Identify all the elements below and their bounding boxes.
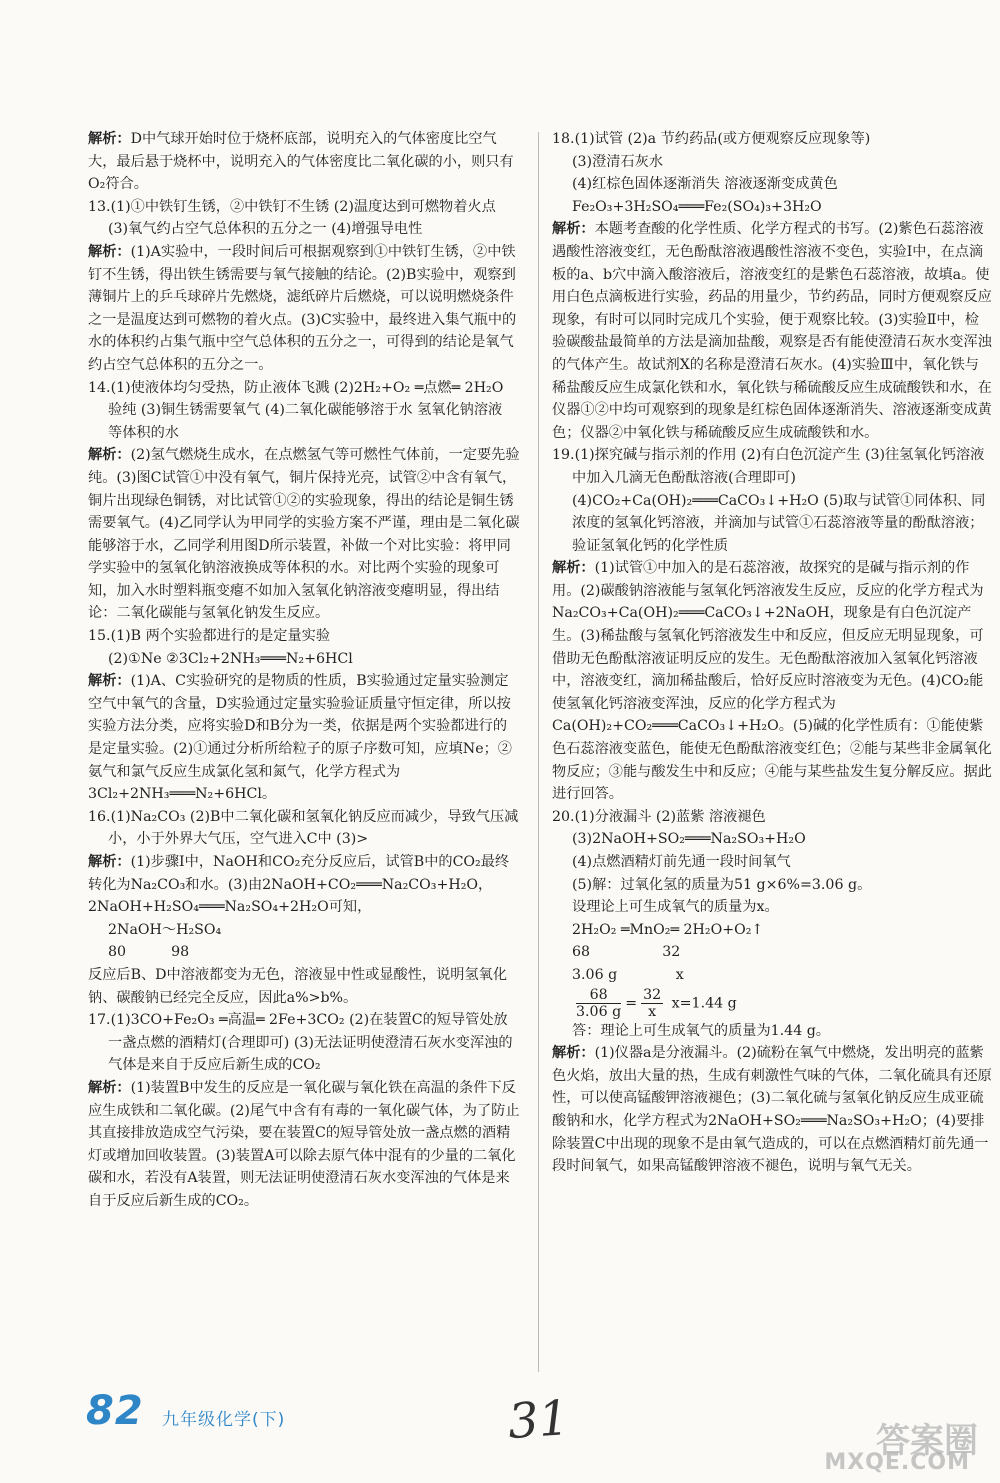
q20-proportion: $\frac{68}{3.06 g}$ = $\frac{32}{x}$ x=1.44 g xyxy=(576,986,737,1020)
q18-answer-1: 18.(1)试管 (2)a 节约药品(或方便观察反应现象等) xyxy=(552,131,871,147)
q20-value-row: 3.06 g x xyxy=(572,966,684,983)
page-number: 82 xyxy=(86,1388,144,1434)
q12-analysis: D中气球开始时位于烧杯底部，说明充入的气体密度比空气大，最后悬于烧杯中，说明充入的气体密度比二氧化碳的小，则只有O₂符合。 xyxy=(88,131,514,193)
fraction-right xyxy=(641,987,663,1020)
q16-ratio: 2NaOH～H₂SO₄ xyxy=(108,921,222,938)
q12-analysis-block xyxy=(88,128,520,196)
numerator: 32 xyxy=(643,986,662,1003)
q14-block xyxy=(88,377,520,626)
left-column xyxy=(88,128,520,1213)
right-column xyxy=(552,128,992,1178)
q17-answer: 17.(1)3CO+Fe₂O₃ ═高温═ 2Fe+3CO₂ (2)在装置C的短导管处放一盏点燃的酒精灯(合理即可) (3)无法证明使澄清石灰水变浑浊的气体是来自于反应后新生成的CO₂ xyxy=(88,1012,513,1074)
handwritten-mark: 31 xyxy=(506,1389,571,1451)
analysis-label: 解析： xyxy=(88,131,131,147)
q20-answer-4: (5)解：过氧化氢的质量为51 g×6%=3.06 g。 xyxy=(572,876,872,893)
numerator: 68 xyxy=(576,987,621,1004)
q20-analysis: (1)仪器a是分液漏斗。(2)硫粉在氧气中燃烧，发出明亮的蓝紫色火焰，放出大量的热，生成有刺激性气味的气体，二氧化硫具有还原性，可以使高锰酸钾溶液褪色；(3)二氧化硫与氢氧化钠反应生成亚硫酸钠和水，化学方程式为2NaOH+SO₂═══Na₂SO₃+H₂O；(4)要排除装置C中出现的现象不是由氧气造成的，可以在点燃酒精灯前先通一段时间氧气，如果高锰酸钾溶液不褪色，说明与氧气无关。 xyxy=(552,1045,992,1175)
denominator: x xyxy=(648,1003,657,1020)
q16-tail: 反应后B、D中溶液都变为无色，溶液显中性或显酸性，说明氢氧化钠、碳酸钠已经完全反应，因此a%>b%。 xyxy=(88,966,508,1006)
q13-analysis: (1)A实验中，一段时间后可根据观察到①中铁钉生锈，②中铁钉不生锈，得出铁生锈需要与氧气接触的结论。(2)B实验中，观察到薄铜片上的乒乓球碎片先燃烧，滤纸碎片后燃烧，可以说明燃烧条件之一是温度达到可燃物的着火点。(3)C实验中，最终进入集气瓶中的水的体积约占集气瓶中空气总体积的五分之一，可得到的结论是氧气约占空气总体积的五分之一。 xyxy=(88,243,517,373)
q16-nums: 80 98 xyxy=(108,944,190,961)
column-divider xyxy=(538,132,539,1372)
q18-answer-2: (3)澄清石灰水 xyxy=(572,153,664,170)
q13-answer: 13.(1)①中铁钉生锈，②中铁钉不生锈 (2)温度达到可燃物着火点 (3)氧气约占空气总体积的五分之一 (4)增强导电性 xyxy=(88,198,496,238)
q15-answer-1: 15.(1)B 两个实验都进行的是定量实验 xyxy=(88,628,331,645)
q15-analysis: (1)A、C实验研究的是物质的性质，B实验通过定量实验测定空气中氧气的含量，D实验通过定量实验验证质量守恒定律，所以按实验方法分类，应将实验D和B分为一类，依据是两个实验都进行的是定量实验。(2)①通过分析所给粒子的原子序数可知，应填Ne；②氨气和氯气反应生成氯化氢和氮气，化学方程式为3Cl₂+2NH₃═══N₂+6HCl。 xyxy=(88,673,512,803)
analysis-label: 解析： xyxy=(88,854,131,870)
q20-answer-1: 20.(1)分液漏斗 (2)蓝紫 溶液褪色 xyxy=(552,808,766,825)
analysis-label: 解析： xyxy=(88,1079,131,1096)
analysis-label: 解析： xyxy=(552,560,595,577)
watermark-logo: 答案圈 xyxy=(876,1421,978,1461)
q13-block xyxy=(88,196,520,377)
q20-answer-2: (3)2NaOH+SO₂═══Na₂SO₃+H₂O xyxy=(572,831,806,848)
q20-mass-row: 68 32 xyxy=(572,944,681,961)
watermark-url: MXQE.COM xyxy=(824,1450,970,1475)
analysis-label: 解析： xyxy=(552,1045,595,1062)
q15-block xyxy=(88,625,520,806)
q14-analysis: (2)氢气燃烧生成水，在点燃氢气等可燃性气体前，一定要先验纯。(3)图C试管①中没有氧气，铜片保持光亮，试管②中含有氧气，铜片出现绿色铜锈，对比试管①②的实验现象，得出的结论是铜生锈需要氧气。(4)乙同学认为甲同学的实验方案不严谨，理由是二氧化碳能够溶于水，乙同学利用图D所示装置，补做一个对比实验：将甲同学实验中的氢氧化钠溶液换成等体积的水。对比两个实验的现象可知，加入水时塑料瓶变瘪不如加入氢氧化钠溶液变瘪明显，得出结论：二氧化碳能与氢氧化钠发生反应。 xyxy=(88,447,520,622)
q15-answer-2: (2)①Ne ②3Cl₂+2NH₃═══N₂+6HCl xyxy=(108,650,353,667)
q16-analysis: (1)步骤Ⅰ中，NaOH和CO₂充分反应后，试管B中的CO₂最终转化为Na₂CO₃和水。(3)由2NaOH+CO₂═══Na₂CO₃+H₂O，2NaOH+H₂SO₄═══Na₂SO₄+2H₂O可知， xyxy=(88,854,510,916)
q16-answer: 16.(1)Na₂CO₃ (2)B中二氧化碳和氢氧化钠反应而减少，导致气压减小，小于外界大气压，空气进入C中 (3)> xyxy=(88,808,519,848)
q14-answer: 14.(1)使液体均匀受热，防止液体飞溅 (2)2H₂+O₂ ═点燃═ 2H₂O 验纯 (3)铜生锈需要氧气 (4)二氧化碳能够溶于水 氢氧化钠溶液 等体积的水 xyxy=(88,379,504,441)
q20-result: x=1.44 g xyxy=(671,995,737,1012)
q18-block xyxy=(552,128,992,444)
fraction-left xyxy=(576,987,621,1020)
analysis-label: 解析： xyxy=(552,221,595,238)
q17-block xyxy=(88,1009,520,1212)
book-title: 九年级化学(下) xyxy=(162,1410,286,1430)
q16-block xyxy=(88,806,520,1009)
q20-answer-3: (4)点燃酒精灯前先通一段时间氧气 xyxy=(572,854,791,870)
q17-analysis: (1)装置B中发生的反应是一氧化碳与氧化铁在高温的条件下反应生成铁和二氧化碳。(2)尾气中含有有毒的一氧化碳气体，为了防止其直接排放造成空气污染，要在装置C的短导管处放一盏点燃的酒精灯或增加回收装置。(3)装置A可以除去原气体中混有的少量的二氧化碳和水，若没有A装置，则无法证明使澄清石灰水变浑浊的气体是来自于反应后新生成的CO₂。 xyxy=(88,1079,520,1209)
analysis-label: 解析： xyxy=(88,673,131,690)
q20-answer-5: 设理论上可生成氧气的质量为x。 xyxy=(572,899,779,916)
analysis-label: 解析： xyxy=(88,447,131,464)
q18-analysis: 本题考查酸的化学性质、化学方程式的书写。(2)紫色石蕊溶液遇酸性溶液变红，无色酚酞溶液遇酸性溶液不变色，实验Ⅰ中，在点滴板的a、b穴中滴入酸溶液后，溶液变红的是紫色石蕊溶液，故填a。使用白色点滴板进行实验，药品的用量少，节约药品，同时方便观察反应现象，有时可以同时完成几个实验，便于观察比较。(3)实验Ⅱ中，检验碳酸盐最简单的方法是滴加盐酸，观察是否有能使澄清石灰水变浑浊的气体产生。故试剂X的名称是澄清石灰水。(4)实验Ⅲ中，氧化铁与稀盐酸反应生成氯化铁和水，氧化铁与稀硫酸反应生成硫酸铁和水，在仪器①②中均可观察到的现象是红棕色固体逐渐消失、溶液逐渐变成黄色；仪器②中氧化铁与稀硫酸反应生成硫酸铁和水。 xyxy=(552,221,992,441)
q19-analysis: (1)试管①中加入的是石蕊溶液，故探究的是碱与指示剂的作用。(2)碳酸钠溶液能与氢氧化钙溶液发生反应，反应的化学方程式为Na₂CO₃+Ca(OH)₂═══CaCO₃↓+2NaOH，现象是有白色沉淀产生。(3)稀盐酸与氢氧化钙溶液发生中和反应，但反应无明显现象，可借助无色酚酞溶液证明反应的发生。无色酚酞溶液加入氢氧化钙溶液中，溶液变红，滴加稀盐酸后，恰好反应时溶液变为无色。(4)CO₂能使氢氧化钙溶液变浑浊，反应的化学方程式为Ca(OH)₂+CO₂═══CaCO₃↓+H₂O。(5)碱的化学性质有：①能使紫色石蕊溶液变蓝色，能使无色酚酞溶液变红色；②能与某些非金属氧化物反应；③能与酸发生中和反应；④能与某些盐发生复分解反应。据此进行回答。 xyxy=(552,560,992,803)
q18-answer-3: (4)红棕色固体逐渐消失 溶液逐渐变成黄色 Fe₂O₃+3H₂SO₄═══Fe₂(SO₄)₃+3H₂O xyxy=(572,176,838,215)
q20-block xyxy=(552,806,992,1178)
denominator: 3.06 g xyxy=(576,1003,622,1020)
q20-final: 答：理论上可生成氧气的质量为1.44 g。 xyxy=(572,1022,830,1039)
q19-block xyxy=(552,444,992,806)
q20-equation: 2H₂O₂ ═MnO₂═ 2H₂O+O₂↑ xyxy=(572,921,764,938)
analysis-label: 解析： xyxy=(88,243,131,260)
q19-answer: 19.(1)探究碱与指示剂的作用 (2)有白色沉淀产生 (3)往氢氧化钙溶液中加入几滴无色酚酞溶液(合理即可) (4)CO₂+Ca(OH)₂═══CaCO₃↓+H₂O (5)取与试管①同体积、同浓度的氢氧化钙溶液，并滴加与试管①石蕊溶液等量的酚酞溶液；验证氢氧化钙的化学性质 xyxy=(552,447,986,554)
